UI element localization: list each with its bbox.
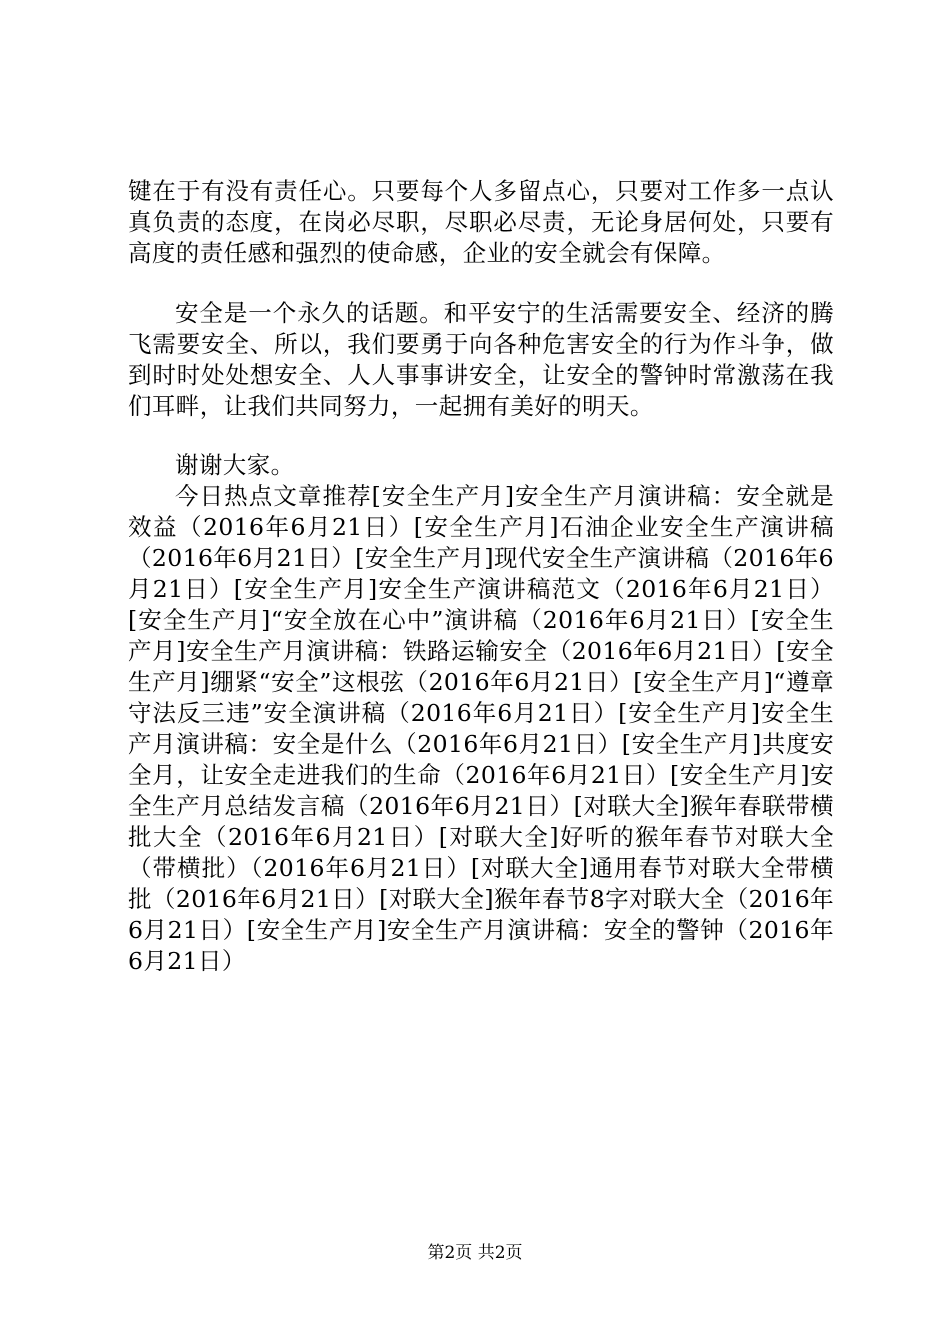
paragraph-thanks: 谢谢大家。 [175, 451, 295, 479]
page-footer: 第2页 共2页 [427, 1243, 523, 1263]
paragraph-safety-topic: 安全是一个永久的话题。和平安宁的生活需要安全、经济的腾飞需要安全、所以，我们要勇于向各种危害安全的行为作斗争，做到时时处处想安全、人人事事讲安全，让安全的警钟时常激荡在我们耳畔，让我们共同努力，一起拥有美好的明天。 [128, 299, 834, 420]
paragraph-responsibility: 键在于有没有责任心。只要每个人多留点心，只要对工作多一点认真负责的态度，在岗必尽职，尽职必尽责，无论身居何处，只要有高度的责任感和强烈的使命感，企业的安全就会有保障。 [128, 177, 834, 267]
paragraph-recommended-articles: 今日热点文章推荐[安全生产月]安全生产月演讲稿：安全就是效益（2016年6月21日）[安全生产月]石油企业安全生产演讲稿（2016年6月21日）[安全生产月]现代安全生产演讲稿（2016年6月21日）[安全生产月]安全生产演讲稿范文（2016年6月21日）[安全生产月]“安全放在心中”演讲稿（2016年6月21日）[安全生产月]安全生产月演讲稿：铁路运输安全（2016年6月21日）[安全生产月]绷紧“安全”这根弦（2016年6月21日）[安全生产月]“遵章守法反三违”安全演讲稿（2016年6月21日）[安全生产月]安全生产月演讲稿：安全是什么（2016年6月21日）[安全生产月]共度安全月，让安全走进我们的生命（2016年6月21日）[安全生产月]安全生产月总结发言稿（2016年6月21日）[对联大全]猴年春联带横批大全（2016年6月21日）[对联大全]好听的猴年春节对联大全（带横批）（2016年6月21日）[对联大全]通用春节对联大全带横批（2016年6月21日）[对联大全]猴年春节8字对联大全（2016年6月21日）[安全生产月]安全生产月演讲稿：安全的警钟（2016年6月21日） [128, 482, 834, 975]
